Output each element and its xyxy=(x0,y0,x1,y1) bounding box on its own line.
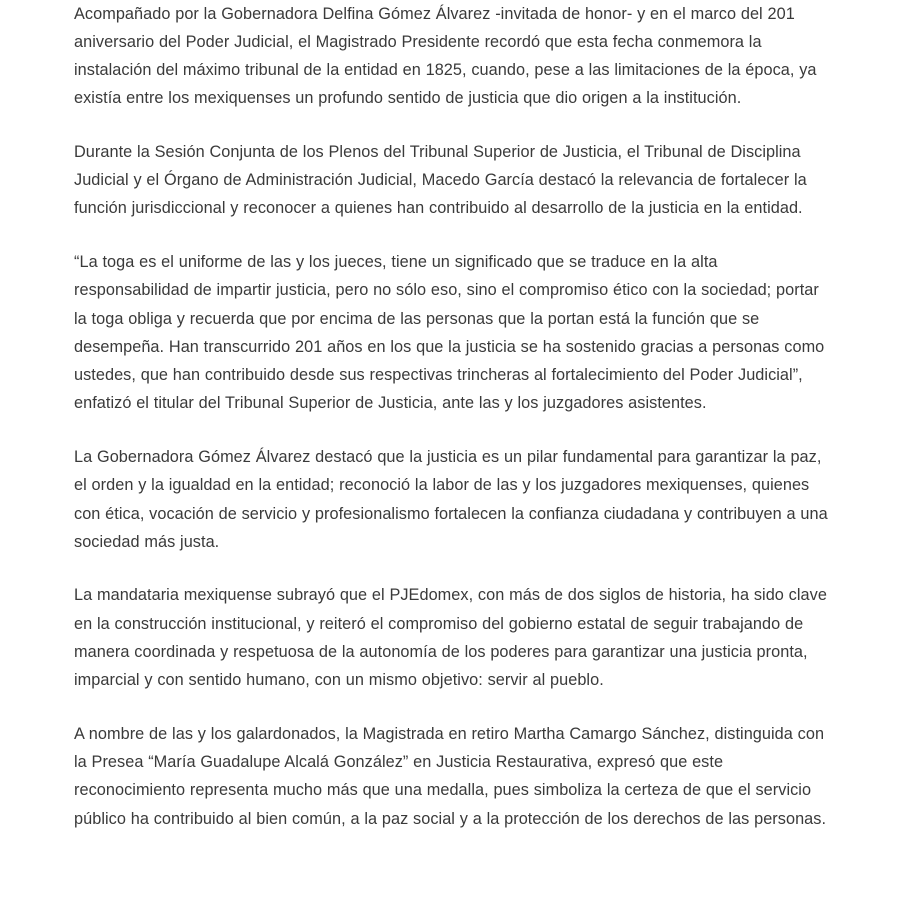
paragraph-toga-quote: “La toga es el uniforme de las y los jueces, tiene un significado que se traduce en la alta responsabilidad de impartir justicia, pero no sólo eso, sino el compromiso ético con la sociedad; portar la toga obliga y recuerda que por encima de las personas que la portan está la función que se desempeña. Han transcurrido 201 años en los que la justicia se ha sostenido gracias a personas como ustedes, que han contribuido desde sus respectivas trincheras al fortalecimiento del Poder Judicial”, enfatizó el titular del Tribunal Superior de Justicia, ante las y los juzgadores asistentes. xyxy=(74,252,825,413)
paragraph-session: Durante la Sesión Conjunta de los Plenos del Tribunal Superior de Justicia, el Tribunal de Disciplina Judicial y el Órgano de Administración Judicial, Macedo García destacó la relevancia de fortalecer la función jurisdiccional y reconocer a quienes han contribuido al desarrollo de la justicia en la entidad. xyxy=(74,142,807,218)
paragraph-governor: La Gobernadora Gómez Álvarez destacó que la justicia es un pilar fundamental para garantizar la paz, el orden y la igualdad en la entidad; reconoció la labor de las y los juzgadores mexiquenses, quienes con ética, vocación de servicio y profesionalismo fortalecen la confianza ciudadana y contribuyen a una sociedad más justa. xyxy=(74,447,828,551)
paragraph-intro: Acompañado por la Gobernadora Delfina Gómez Álvarez -invitada de honor- y en el marco del 201 aniversario del Poder Judicial, el Magistrado Presidente recordó que esta fecha conmemora la instalación del máximo tribunal de la entidad en 1825, cuando, pese a las limitaciones de la época, ya existía entre los mexiquenses un profundo sentido de justicia que dio origen a la institución. xyxy=(74,4,817,108)
paragraph-awardees: A nombre de las y los galardonados, la Magistrada en retiro Martha Camargo Sánchez, distinguida con la Presea “María Guadalupe Alcalá González” en Justicia Restaurativa, expresó que este reconocimiento representa mucho más que una medalla, pues simboliza la certeza de que el servicio público ha contribuido al bien común, a la paz social y a la protección de los derechos de las personas. xyxy=(74,724,827,828)
paragraph-pjedomex: La mandataria mexiquense subrayó que el PJEdomex, con más de dos siglos de historia, ha sido clave en la construcción institucional, y reiteró el compromiso del gobierno estatal de seguir trabajando de manera coordinada y respetuosa de la autonomía de los poderes para garantizar una justicia pronta, imparcial y con sentido humano, con un mismo objetivo: servir al pueblo. xyxy=(74,586,827,690)
article-body xyxy=(74,0,836,858)
